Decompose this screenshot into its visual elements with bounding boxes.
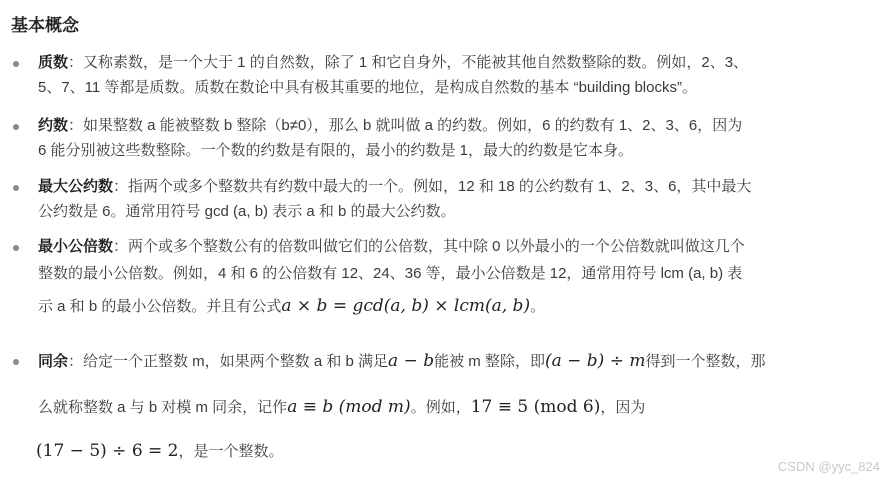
list-item-line — [38, 141, 878, 161]
item-text: 6 能分别被这些数整除。一个数的约数是有限的，最小的约数是 1，最大的约数是它本身。 — [38, 142, 634, 159]
math-formula: a ≡ b (mod m) — [287, 397, 411, 417]
item-text: ，因为 — [600, 399, 646, 416]
item-text: ：两个或多个整数公有的倍数叫做它们的公倍数，其中除 0 以外最小的一个公倍数就叫做这几个 — [113, 238, 745, 255]
list-item-line — [38, 296, 878, 317]
item-text: ：给定一个正整数 m，如果两个整数 a 和 b 满足 — [68, 353, 389, 370]
math-formula: (a − b) ÷ m — [544, 351, 646, 371]
list-item-line — [38, 397, 878, 418]
item-text: 整数的最小公倍数。例如，4 和 6 的公倍数有 12、24、36 等，最小公倍数是 12，通常用符号 lcm (a, b) 表 — [38, 265, 743, 282]
item-text: 么就称整数 a 与 b 对模 m 同余，记作 — [38, 399, 288, 416]
math-formula: a × b = gcd(a, b) × lcm(a, b) — [281, 296, 531, 316]
math-formula: (17 − 5) ÷ 6 = 2 — [36, 441, 179, 461]
list-item-line — [38, 53, 878, 73]
list-item-line — [38, 351, 878, 372]
item-text: 5、7、11 等都是质数。质数在数论中具有极其重要的地位，是构成自然数的基本 “building blocks”。 — [38, 79, 697, 96]
term-label: 最小公倍数 — [38, 238, 114, 255]
term-label: 最大公约数 — [38, 178, 114, 195]
item-text: ：指两个或多个整数共有约数中最大的一个。例如，12 和 18 的公约数有 1、2、3、6，其中最大 — [113, 178, 752, 195]
list-item-line — [38, 78, 878, 98]
bullet-icon — [13, 61, 19, 67]
item-text: ：如果整数 a 能被整数 b 整除（b≠0），那么 b 就叫做 a 的约数。例如，6 的约数有 1、2、3、6，因为 — [68, 117, 743, 134]
list-item-line — [38, 202, 878, 222]
item-text: 。例如， — [410, 399, 471, 416]
bullet-icon — [13, 359, 19, 365]
bullet-icon — [13, 245, 19, 251]
term-label: 约数 — [38, 117, 69, 134]
bullet-icon — [13, 124, 19, 130]
csdn-watermark: CSDN @yyc_824 — [777, 459, 880, 474]
term-label: 同余 — [38, 353, 69, 370]
list-item-line — [38, 177, 878, 197]
item-text: 示 a 和 b 的最小公倍数。并且有公式 — [38, 298, 282, 315]
item-text: 得到一个整数，那 — [645, 353, 766, 370]
item-text: 能被 m 整除，即 — [434, 353, 545, 370]
bullet-icon — [13, 185, 19, 191]
list-item-line — [38, 264, 878, 284]
term-label: 质数 — [38, 54, 69, 71]
math-formula: a − b — [388, 351, 435, 371]
list-item-line — [38, 237, 878, 257]
item-text: 。 — [530, 298, 546, 315]
item-text: 公约数是 6。通常用符号 gcd (a, b) 表示 a 和 b 的最大公约数。 — [38, 203, 456, 220]
list-item-line — [38, 116, 878, 136]
section-heading: 基本概念 — [11, 16, 79, 35]
item-text: ，是一个整数。 — [178, 443, 284, 460]
math-formula: 17 ≡ 5 (mod 6) — [470, 397, 601, 417]
item-text: ：又称素数，是一个大于 1 的自然数，除了 1 和它自身外，不能被其他自然数整除的数。例如，2、3、 — [68, 54, 749, 71]
list-item-line — [36, 441, 876, 462]
